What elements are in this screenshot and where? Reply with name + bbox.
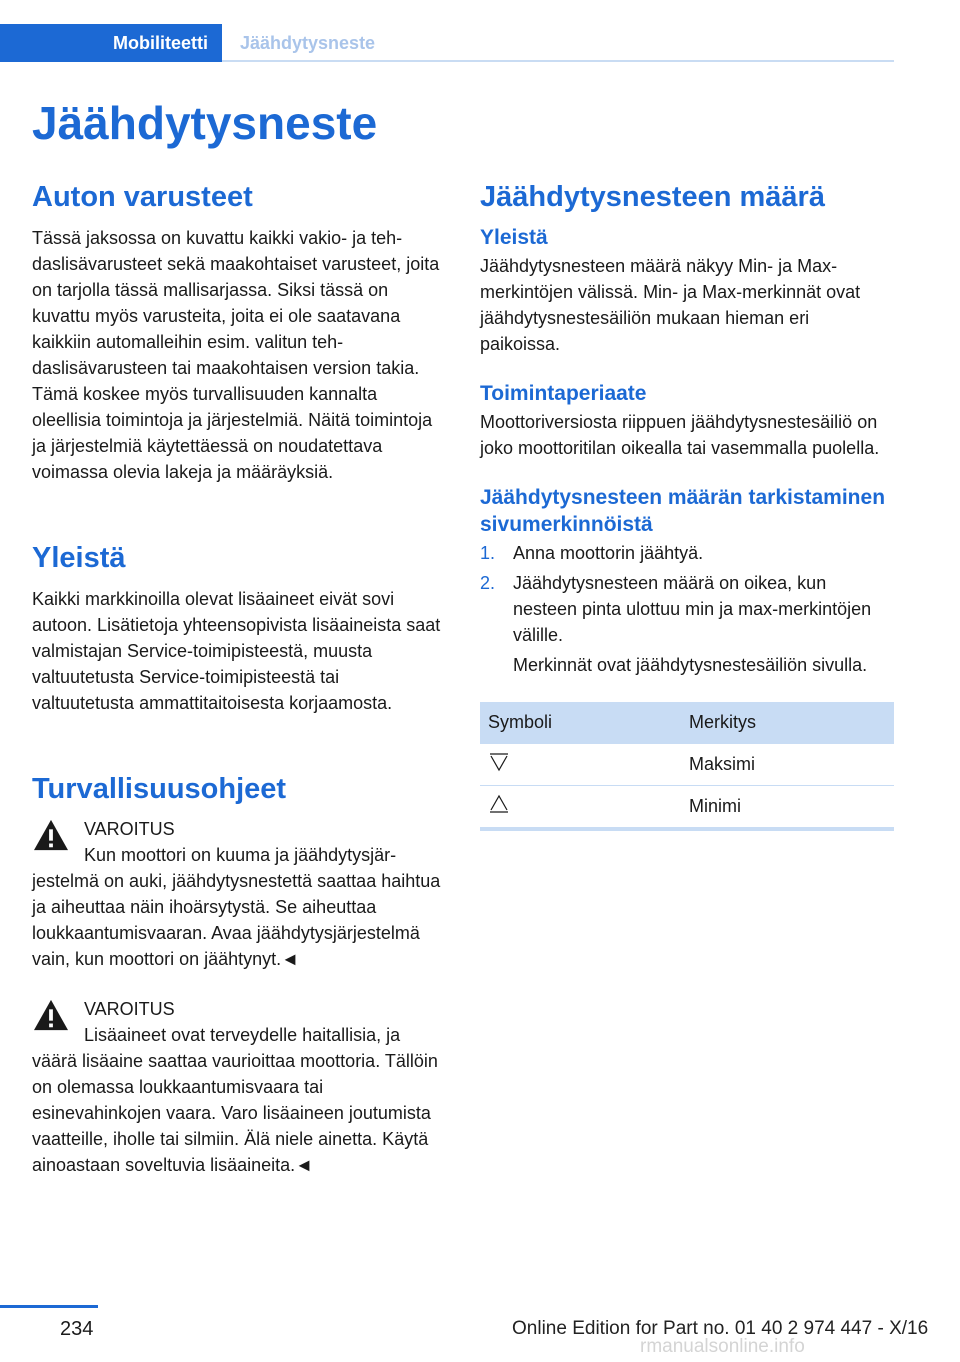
heading-auton-varusteet: Auton varusteet [32, 181, 253, 213]
section-turvallisuusohjeet [32, 772, 446, 1179]
table-header-row [480, 702, 894, 744]
warning-triangle-icon [32, 818, 70, 852]
watermark: rmanualsonline.info [640, 1336, 805, 1357]
section-auton-varusteet [32, 180, 446, 485]
warning-label: VAROITUS [84, 999, 175, 1020]
list-item [480, 540, 894, 566]
min-mark-icon [488, 793, 510, 815]
step-note: Merkinnät ovat jäähdytysnestesäiliön sivulla. [513, 654, 868, 675]
tab-jaahdytysneste[interactable]: Jäähdytysneste [240, 32, 376, 53]
footer-divider [0, 1305, 98, 1308]
heading-yleista: Yleistä [32, 541, 126, 574]
warning-text-first: Lisäaineet ovat terveydelle haitallisia, ja [84, 1025, 401, 1046]
table-cell-meaning: Maksimi [681, 744, 894, 786]
page-title: Jäähdytysneste [32, 97, 378, 149]
warning-label: VAROITUS [84, 819, 175, 840]
warning-box [32, 996, 446, 1178]
footer-edition: Online Edition for Part no. 01 40 2 974 447 - X/16 [512, 1318, 929, 1339]
symbol-table [480, 702, 894, 831]
heading-turvallisuusohjeet: Turvallisuusohjeet [32, 772, 287, 805]
step-number: 2. [480, 572, 496, 593]
paragraph-auton-varusteet: Tässä jaksossa on kuvattu kaikki vakio- ja tehdaslisävarusteet sekä maakohtaiset varusteet, joita on tarjolla tässä mallisarjassa. Siksi tässä on kuvattu myös varusteita, joita ei ole saatavana kaikkiin automalleihin esim. valitun tehdaslisävarusteen tai maakohtaisen version takia. Tämä koskee myös turvallisuuden kannalta oleellisia toimintoja ja järjestelmiä. Näitä toimintoja ja järjestelmiä käytettäessä on noudatettava voimassa olevia lakeja ja määräyksiä. [32, 227, 440, 482]
section-yleista [32, 541, 446, 716]
subheading-yleista: Yleistä [480, 225, 548, 249]
header-divider [222, 60, 894, 62]
table-cell-meaning: Minimi [681, 785, 894, 829]
warning-text: väärä lisäaine saattaa vaurioittaa moottoria. Tällöin on olemassa loukkaantumisvaara tai esinevahinkojen vaara. Varo lisäaineen joutumista vaatteille, iholle tai silmiin. Älä niele ainetta. Käytä ainoastaan soveltuvia lisäaineita.◄ [32, 1051, 438, 1176]
max-mark-icon [488, 751, 510, 773]
tab-mobiliteetti[interactable]: Mobiliteetti [0, 24, 222, 62]
table-row [480, 785, 894, 829]
step-text: Anna moottorin jäähtyä. [513, 542, 704, 563]
subheading-tarkistaminen: Jäähdytysnesteen määrän tarkistaminen sivumerkinnöistä [480, 486, 886, 536]
left-column [32, 180, 446, 1202]
right-column [480, 180, 894, 831]
table-row [480, 744, 894, 786]
warning-text-first: Kun moottori on kuuma ja jäähdytysjär- [84, 845, 397, 866]
subheading-toimintaperiaate: Toimintaperiaate [480, 382, 647, 406]
warning-triangle-icon [32, 998, 70, 1032]
step-number: 1. [480, 542, 496, 563]
step-text: Jäähdytysnesteen määrä on oikea, kun nesteen pinta ulottuu min ja max-merkintöjen välille. [513, 572, 872, 645]
column-header-merkitys: Merkitys [681, 702, 894, 744]
paragraph-sub-yleista: Jäähdytysnesteen määrä näkyy Min- ja Max-merkintöjen välissä. Min- ja Max-merkinnät ovat jäähdytysnestesäiliön mukaan hieman eri paikoissa. [480, 256, 861, 355]
page-number: 234 [60, 1318, 94, 1340]
paragraph-toimintaperiaate: Moottoriversiosta riippuen jäähdytysnestesäiliö on joko moottoritilan oikealla tai vasemmalla puolella. [480, 412, 880, 459]
subsection-toimintaperiaate [480, 381, 894, 461]
paragraph-yleista: Kaikki markkinoilla olevat lisäaineet eivät sovi autoon. Lisätietoja yhteensopivista lisäaineista saat valmistajan Service-toimipisteestä, muusta valtuutetusta Service-toimipisteestä tai valtuutetusta ammattitaitoisesta korjaamosta. [32, 588, 441, 713]
subsection-yleista [480, 225, 894, 357]
warning-box [32, 816, 446, 972]
list-item [480, 570, 894, 648]
steps-list [480, 540, 894, 648]
warning-text: jestelmä on auki, jäähdytysnestettä saattaa haihtua ja aiheuttaa näin ihoärsytystä. Se aiheuttaa loukkaantumisvaaran. Avaa jäähdytysjärjestelmä vain, kun moottori on jäähtynyt.◄ [32, 871, 441, 970]
header-tabs [0, 24, 894, 62]
heading-jaahdytysnesteen-maara: Jäähdytysnesteen määrä [480, 181, 825, 213]
subsection-tarkistaminen [480, 485, 894, 678]
column-header-symboli: Symboli [480, 702, 681, 744]
